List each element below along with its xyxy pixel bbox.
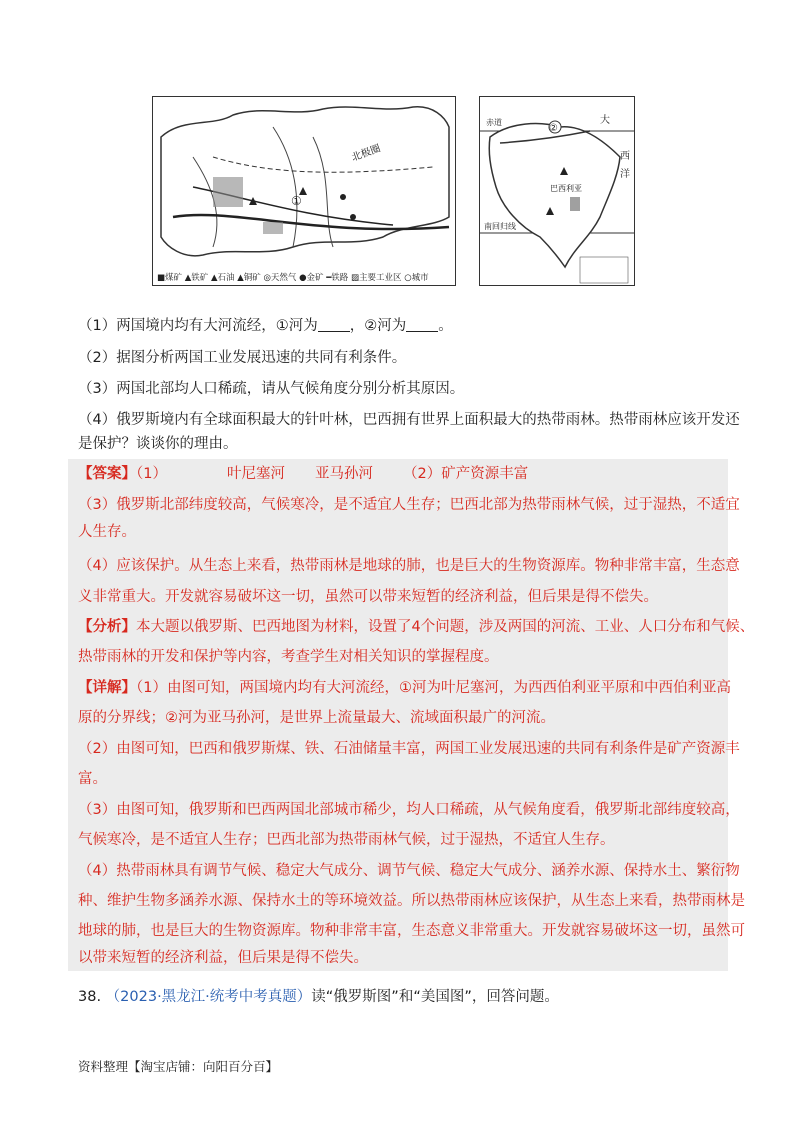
question-1 [78,315,453,337]
answer-1-val-1: 叶尼塞河 [226,466,285,482]
detail-4-line-1: （4）热带雨林具有调节气候、稳定大气成分、调节气候、稳定大气成分、涵养水源、保持水土、繁衍物 [78,863,740,879]
russia-map-legend: ■煤矿 ▲铁矿 ▲石油 ▲铜矿 ◎天然气 ●金矿 ━铁路 ▨主要工业区 ○城市 [157,273,429,283]
question-4-line-1: （4）俄罗斯境内有全球面积最大的针叶林，巴西拥有世界上面积最大的热带雨林。热带雨林应该开发还 [78,412,740,428]
brazil-map [479,96,635,286]
answer-3-line-1: （3）俄罗斯北部纬度较高，气候寒冷，是不适宜人生存；巴西北部为热带雨林气候，过于湿热，不适宜 [78,497,740,513]
question-2: （2）据图分析两国工业发展迅速的共同有利条件。 [78,350,407,366]
equator-label: 赤道 [486,118,502,127]
detail-1-line-2: 原的分界线；②河为亚马孙河，是世界上流量最大、流域面积最广的河流。 [78,710,555,726]
question-38-number: 38. [78,989,102,1005]
detail-2-line-2: 富。 [78,771,107,787]
ocean-label-xi: 西 [620,151,630,162]
detail-tag: 【详解】 [78,680,136,696]
brasilia-label: 巴西利亚 [550,184,582,193]
russia-river-label-1: ① [291,194,302,208]
detail-4-line-2: 种、维护生物多涵养水源、保持水土的等环境效益。所以热带雨林应该保护，从生态上来看，热带雨林是 [78,893,745,909]
russia-map-drawing [153,97,455,285]
question-3: （3）两国北部均人口稀疏，请从气候角度分别分析其原因。 [78,381,465,397]
analysis-text-1: 本大题以俄罗斯、巴西地图为材料，设置了4个问题，涉及两国的河流、工业、人口分布和气候、 [136,619,755,635]
analysis-line-1 [78,616,754,638]
answer-2: （2）矿产资源丰富 [402,466,529,482]
russia-map [152,96,456,286]
answer-4-line-1: （4）应该保护。从生态上来看，热带雨林是地球的肺，也是巨大的生物资源库。物种非常丰富，生态意 [78,558,740,574]
detail-4-line-4: 以带来短暂的经济利益，但后果是得不偿失。 [78,950,368,966]
detail-2-line-1: （2）由图可知，巴西和俄罗斯煤、铁、石油储量丰富，两国工业发展迅速的共同有利条件是矿产资源丰 [78,741,740,757]
q1-suffix: 。 [438,318,453,334]
analysis-tag: 【分析】 [78,619,136,635]
detail-3-line-2: 气候寒冷，是不适宜人生存；巴西北部为热带雨林气候，过于湿热，不适宜人生存。 [78,832,615,848]
question-38-source: （2023·黑龙江·统考中考真题） [105,989,312,1005]
brazil-river-label-2: ② [549,123,558,134]
answer-4-line-2: 义非常重大。开发就容易破坏这一切，虽然可以带来短暂的经济利益，但后果是得不偿失。 [78,589,658,605]
detail-3-line-1: （3）由图可知，俄罗斯和巴西两国北部城市稀少，均人口稀疏，从气候角度看，俄罗斯北部纬度较高， [78,802,740,818]
arctic-circle-label: 北极圈 [350,143,383,164]
detail-line-1 [78,677,731,699]
detail-4-line-3: 地球的肺，也是巨大的生物资源库。物种非常丰富，生态意义非常重大。开发就容易破坏这一切，虽然可 [78,923,745,939]
answer-1-val-2: 亚马孙河 [314,466,373,482]
brazil-map-drawing [480,97,634,285]
answer-1-num: （1） [136,466,167,482]
answer-line-1 [78,463,528,485]
answer-3-line-2: 人生存。 [78,524,136,540]
answer-tag: 【答案】 [78,466,136,482]
q1-mid: ，②河为 [349,318,407,334]
tropic-label: 南回归线 [484,222,516,231]
page-footer: 资料整理【淘宝店铺：向阳百分百】 [78,1059,279,1074]
q1-blank-2 [406,317,438,332]
question-38-text: 读“俄罗斯图”和“美国图”，回答问题。 [311,989,559,1005]
q1-blank-1 [318,317,350,332]
q1-prefix: （1）两国境内均有大河流经，①河为 [78,318,318,334]
question-4-line-2: 是保护？谈谈你的理由。 [78,436,238,452]
analysis-line-2: 热带雨林的开发和保护等内容，考查学生对相关知识的掌握程度。 [78,649,499,665]
map-figure [152,96,632,284]
detail-1-line-1: （1）由图可知，两国境内均有大河流经，①河为叶尼塞河，为西西伯利亚平原和中西伯利亚高 [136,680,731,696]
ocean-label-da: 大 [600,115,610,126]
ocean-label-yang: 洋 [620,169,630,180]
question-38 [78,986,559,1008]
